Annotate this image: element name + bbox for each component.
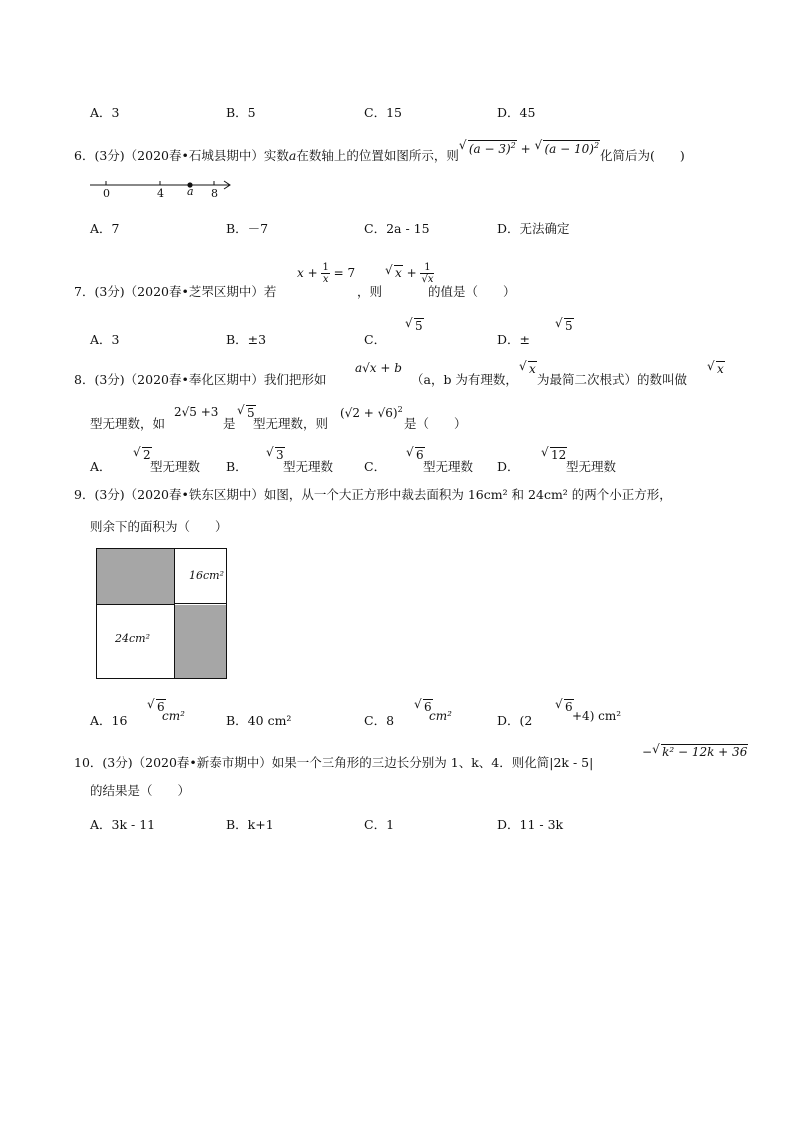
q9-option-c: C．8 — [364, 713, 395, 728]
q7-option-a: A．3 — [90, 332, 120, 347]
q7-expr: √ x + $\frac{1}{√x}$ — [385, 262, 434, 285]
q8-option-a: A． — [90, 459, 112, 474]
q7-option-c: C． — [364, 332, 387, 347]
q8-option-a-sqrt: √ 2 — [133, 445, 151, 462]
q9-option-b: B．40 cm² — [226, 713, 292, 728]
q9-line1: 9．(3分)（2020春•铁东区期中）如图，从一个大正方形中裁去面积为 16cm² 和 24cm² 的两个小正方形， — [74, 487, 672, 502]
q6-option-a: A．7 — [90, 221, 120, 236]
q9-option-d-tail: +4) cm² — [572, 709, 622, 723]
q6-tick-8: 8 — [211, 187, 218, 200]
q9-square-16: 16cm² — [174, 549, 226, 604]
q6-option-d: D．无法确定 — [497, 221, 570, 236]
q9-option-a: A．16 — [90, 713, 128, 728]
q6-mid: 在数轴上的位置如图所示，则 — [296, 148, 459, 163]
q7-prefix: 7．(3分)（2020春•芝罘区期中）若 — [74, 284, 277, 299]
q8-sqrt5: √ 5 — [237, 403, 255, 420]
q8-option-c-text: 型无理数 — [423, 459, 474, 474]
q8-mid1: （a，b 为有理数， — [411, 372, 518, 387]
q8-line1: 8．(3分)（2020春•奉化区期中）我们把形如 — [74, 372, 327, 387]
q8-option-b-sqrt: √ 3 — [266, 445, 284, 462]
q6-expr1: √ $(a - 3)^2$ — [458, 138, 516, 156]
q10-line1: 10．(3分)（2020春•新泰市期中）如果一个三角形的三边长分别为 1、k、4．则化简|2k - 5| — [74, 755, 594, 770]
q7-stem — [74, 282, 276, 300]
q10-line2: 的结果是（ ） — [90, 783, 191, 798]
q9-square-24: 24cm² — [97, 604, 175, 678]
q10-option-a: A．3k - 11 — [90, 817, 156, 832]
q6-option-b: B．－7 — [226, 221, 269, 236]
q10-option-c: C．1 — [364, 817, 395, 832]
q8-mid2: 为最简二次根式）的数叫做 — [537, 372, 688, 387]
q7-mid: ，则 — [357, 284, 383, 299]
q9-option-c-unit: cm² — [429, 709, 452, 723]
q5-option-c: C．15 — [364, 105, 402, 120]
q9-line2: 则余下的面积为（ ） — [90, 519, 228, 534]
q9-option-a-sqrt: √ 6 — [147, 697, 165, 714]
q10-option-b: B．k+1 — [226, 817, 274, 832]
q8-option-d: D． — [497, 459, 520, 474]
q5-option-a: A．3 — [90, 105, 120, 120]
q7-option-d: D．± — [497, 332, 530, 347]
q9-shaded-top-left — [97, 549, 175, 605]
q8-line2-b: 是 — [223, 416, 236, 431]
q10-expr: − √ k² − 12k + 36 — [642, 742, 748, 759]
q7-suffix: 的值是（ ） — [428, 284, 516, 299]
q6-tick-a: a — [187, 185, 194, 198]
q5-option-b: B．5 — [226, 105, 256, 120]
q8-option-b-text: 型无理数 — [283, 459, 334, 474]
q9-option-d-sqrt: √ 6 — [555, 697, 573, 714]
q9-shaded-bottom-right — [175, 605, 226, 678]
q6-option-c: C．2a - 15 — [364, 221, 430, 236]
q8-question-expr: $(√2 + √6)^2$ — [340, 405, 403, 420]
q8-option-c: C． — [364, 459, 387, 474]
q8-form: a√x + b — [355, 361, 402, 375]
q8-sqrt-x: √ x — [519, 359, 536, 376]
q6-suffix: 化简后为( ) — [600, 148, 685, 163]
q6-plus: + — [516, 142, 535, 156]
q8-sqrt-x-end: √ x — [707, 359, 724, 376]
q5-option-d: D．45 — [497, 105, 536, 120]
q8-line2-a: 型无理数，如 — [90, 416, 166, 431]
q8-option-b: B． — [226, 459, 248, 474]
q8-line2-d: 是（ ） — [404, 416, 467, 431]
q8-option-c-sqrt: √ 6 — [406, 445, 424, 462]
q6-var-a: a — [288, 148, 297, 163]
q7-option-b: B．±3 — [226, 332, 267, 347]
q7-option-d-sqrt: √ 5 — [555, 316, 573, 333]
q6-tick-4: 4 — [157, 187, 164, 200]
q8-line2-c: 型无理数，则 — [253, 416, 329, 431]
q10-option-d: D．11 - 3k — [497, 817, 564, 832]
q7-condition: x + $\frac{1}{x}$ = 7 — [297, 262, 356, 285]
q9-option-c-sqrt: √ 6 — [414, 697, 432, 714]
q9-option-d: D．(2 — [497, 713, 533, 728]
q7-option-c-sqrt: √ 5 — [405, 316, 423, 333]
q6-tick-0: 0 — [103, 187, 110, 200]
q6-stem — [74, 138, 685, 164]
q8-option-a-text: 型无理数 — [150, 459, 201, 474]
q8-option-d-sqrt: √ 12 — [541, 445, 567, 462]
q9-figure — [96, 548, 227, 679]
q8-example: 2√5 +3 — [174, 405, 219, 419]
q9-option-a-unit: cm² — [162, 709, 185, 723]
q8-option-d-text: 型无理数 — [566, 459, 617, 474]
q6-expr2: √ $(a - 10)^2$ — [534, 138, 600, 156]
q6-prefix: 6．(3分)（2020春•石城县期中）实数 — [74, 148, 289, 163]
